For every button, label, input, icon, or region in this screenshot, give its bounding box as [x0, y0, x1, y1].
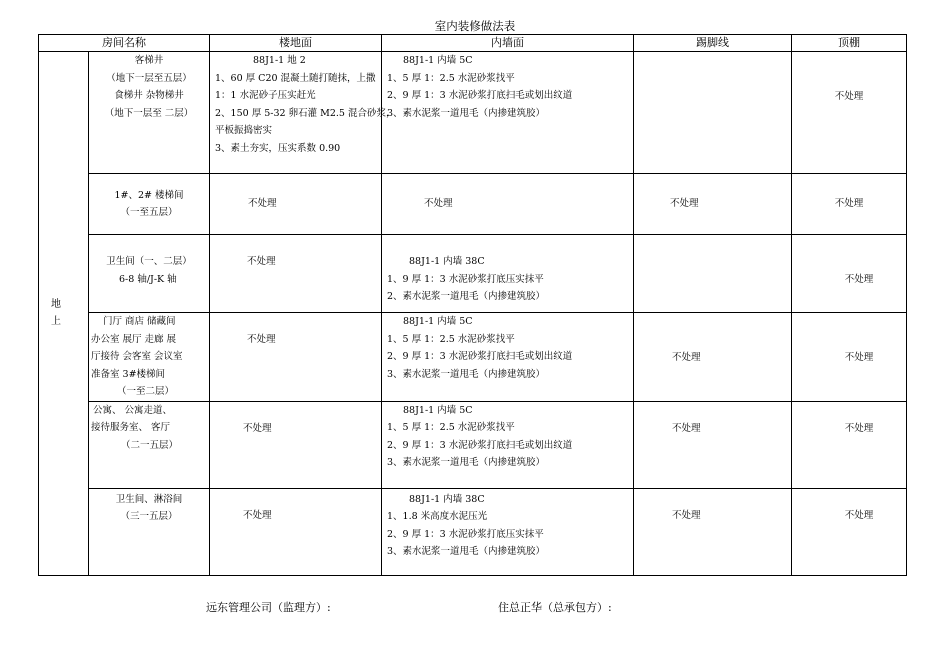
floor-spec-cell: 不处理	[210, 401, 382, 488]
finishing-schedule-table	[38, 34, 907, 576]
skirting-cell: 不处理	[634, 174, 792, 235]
floor-spec-cell: 不处理	[210, 313, 382, 402]
wall-spec-cell: 88J1-1 内墙 5C 1、5 厚 1：2.5 水泥砂浆找平 2、9 厚 1：3 水泥砂浆打底扫毛或划出纹道 3、素水泥浆一道甩毛（内掺建筑胶）	[382, 52, 634, 174]
ceiling-cell: 不处理	[792, 174, 907, 235]
wall-spec-cell: 88J1-1 内墙 5C 1、5 厚 1：2.5 水泥砂浆找平 2、9 厚 1：3 水泥砂浆打底扫毛或划出纹道 3、素水泥浆一道甩毛（内掺建筑胶）	[382, 313, 634, 402]
supervisor-signature-label: 远东管理公司（监理方）:	[206, 601, 331, 614]
table-row	[39, 174, 907, 235]
wall-spec-cell: 88J1-1 内墙 38C 1、1.8 米高度水泥压光 2、9 厚 1：3 水泥砂浆打底压实抹平 3、素水泥浆一道甩毛（内掺建筑胶）	[382, 488, 634, 575]
wall-spec-cell: 88J1-1 内墙 38C 1、9 厚 1：3 水泥砂浆打底压实抹平 2、素水泥浆一道甩毛（内掺建筑胶）	[382, 235, 634, 313]
document-title: 室内装修做法表	[434, 19, 516, 33]
room-name-cell: 1#、2# 楼梯间 （一至五层）	[89, 174, 210, 235]
floor-spec-cell: 不处理	[210, 488, 382, 575]
wall-spec-cell: 88J1-1 内墙 5C 1、5 厚 1：2.5 水泥砂浆找平 2、9 厚 1：3 水泥砂浆打底扫毛或划出纹道 3、素水泥浆一道甩毛（内掺建筑胶）	[382, 401, 634, 488]
header-interior-wall: 内墙面	[382, 35, 634, 52]
header-row	[39, 35, 907, 52]
room-name-cell: 门厅 商店 储藏间 办公室 展厅 走廊 展 厅接待 会客室 会议室 准备室 3#楼梯间 （一至二层）	[89, 313, 210, 402]
ceiling-cell: 不处理	[792, 52, 907, 174]
ceiling-cell: 不处理	[792, 235, 907, 313]
room-name-cell: 卫生间（一、二层） 6-8 轴/J-K 轴	[89, 235, 210, 313]
table-row	[39, 401, 907, 488]
table-row	[39, 52, 907, 174]
skirting-cell	[634, 52, 792, 174]
ceiling-cell: 不处理	[792, 401, 907, 488]
header-skirting: 踢脚线	[634, 35, 792, 52]
skirting-cell: 不处理	[634, 488, 792, 575]
wall-spec-cell: 不处理	[382, 174, 634, 235]
room-name-cell: 卫生间、淋浴间 （三一五层）	[89, 488, 210, 575]
ceiling-cell: 不处理	[792, 313, 907, 402]
ceiling-cell: 不处理	[792, 488, 907, 575]
floor-spec-cell: 不处理	[210, 235, 382, 313]
table-row	[39, 313, 907, 402]
contractor-signature-label: 住总正华（总承包方）:	[498, 601, 612, 614]
table-row	[39, 235, 907, 313]
group-label-above-ground: 地 上	[39, 52, 89, 576]
room-name-cell: 客梯井 （地下一层至五层） 食梯井 杂物梯井 （地下一层至 二层）	[89, 52, 210, 174]
floor-spec-cell: 不处理	[210, 174, 382, 235]
room-name-cell: 公寓、 公寓走道、 接待服务室、 客厅 （二一五层）	[89, 401, 210, 488]
header-ceiling: 顶棚	[792, 35, 907, 52]
table-row	[39, 488, 907, 575]
floor-spec-cell: 88J1-1 地 2 1、60 厚 C20 混凝土随打随抹，上撒 1：1 水泥砂子压实赶光 2、150 厚 5-32 卵石灌 M2.5 混合砂浆， 平板振捣密实 3、素土夯实，压实系数 0.90	[210, 52, 382, 174]
header-room-name: 房间名称	[39, 35, 210, 52]
skirting-cell: 不处理	[634, 313, 792, 402]
skirting-cell	[634, 235, 792, 313]
skirting-cell: 不处理	[634, 401, 792, 488]
header-floor: 楼地面	[210, 35, 382, 52]
